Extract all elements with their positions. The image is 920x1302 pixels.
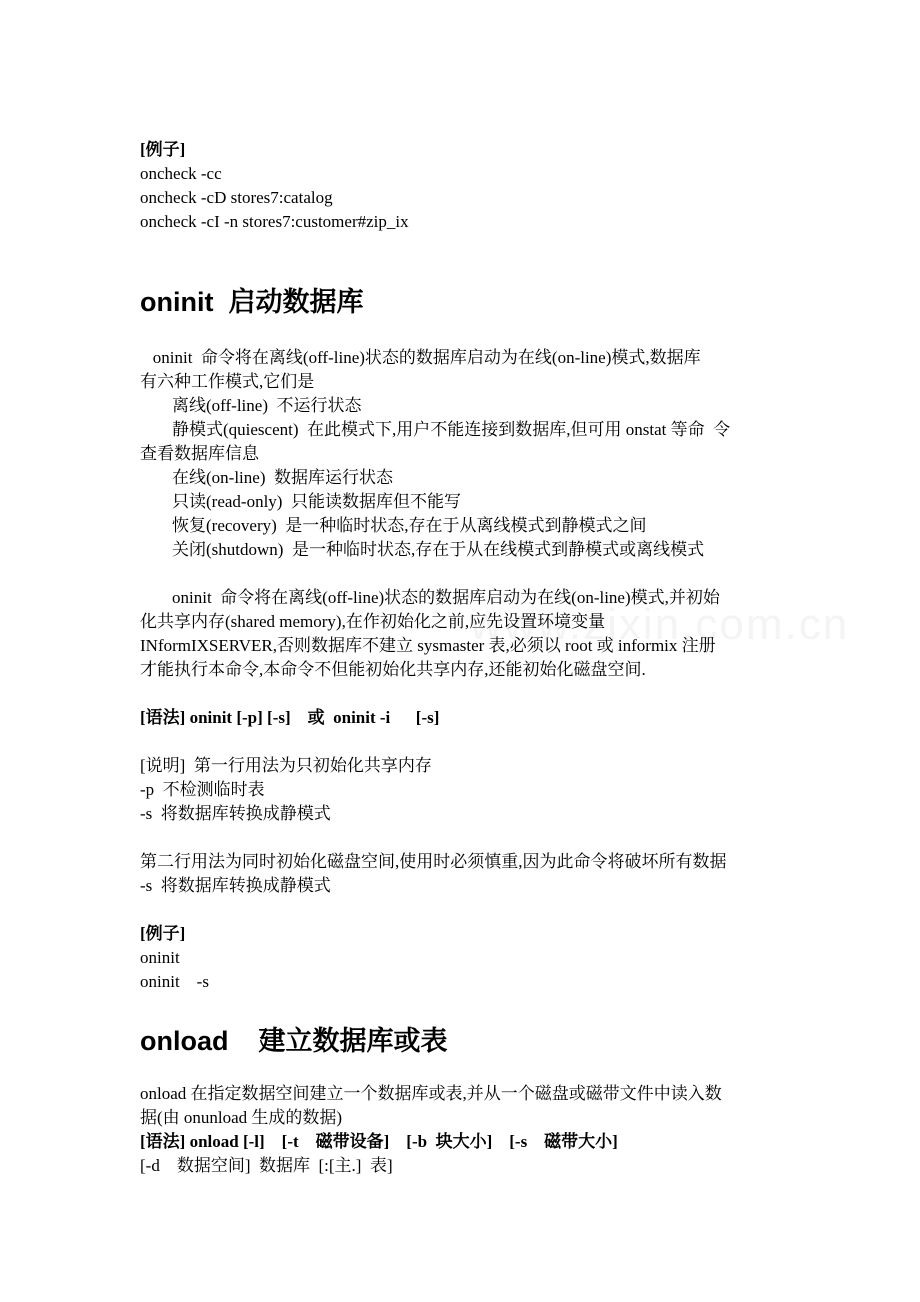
mode-readonly: 只读(read-only) 只能读数据库但不能写 — [172, 492, 461, 511]
oninit-example-heading: [例子] — [140, 924, 186, 943]
oninit-desc: 第二行用法为同时初始化磁盘空间,使用时必须慎重,因为此命令将破坏所有数据 — [140, 852, 727, 871]
oninit-desc: -s 将数据库转换成静模式 — [140, 804, 331, 823]
example-line: oncheck -cI -n stores7:customer#zip_ix — [140, 212, 409, 231]
example-heading: [例子] — [140, 140, 186, 159]
oninit-example: oninit -s — [140, 972, 209, 991]
onload-intro-line: 据(由 onunload 生成的数据) — [140, 1108, 343, 1127]
onload-syntax-cont: [-d 数据空间] 数据库 [:[主.] 表] — [140, 1156, 393, 1175]
example-line: oncheck -cc — [140, 164, 222, 183]
onload-intro-line: onload 在指定数据空间建立一个数据库或表,并从一个磁盘或磁带文件中读入数 — [140, 1084, 722, 1103]
mode-quiescent: 静模式(quiescent) 在此模式下,用户不能连接到数据库,但可用 onstat 等命 令 — [172, 420, 731, 439]
oninit-syntax: [语法] oninit [-p] [-s] 或 oninit -i [-s] — [140, 708, 440, 727]
mode-online: 在线(on-line) 数据库运行状态 — [172, 468, 393, 487]
section-title-onload: onload 建立数据库或表 — [140, 1026, 448, 1056]
mode-recovery: 恢复(recovery) 是一种临时状态,存在于从离线模式到静模式之间 — [172, 516, 647, 535]
mode-quiescent-cont: 查看数据库信息 — [140, 444, 259, 463]
section-title-oninit: oninit 启动数据库 — [140, 287, 364, 317]
example-line: oncheck -cD stores7:catalog — [140, 188, 333, 207]
oninit-desc: -s 将数据库转换成静模式 — [140, 876, 331, 895]
oninit-example: oninit — [140, 948, 180, 967]
oninit-desc: [说明] 第一行用法为只初始化共享内存 — [140, 756, 432, 775]
oninit-para2-line: oninit 命令将在离线(off-line)状态的数据库启动为在线(on-line)模式,并初始 — [172, 588, 720, 607]
oninit-intro-line: 有六种工作模式,它们是 — [140, 372, 315, 391]
oninit-para2-line: 才能执行本命令,本命令不但能初始化共享内存,还能初始化磁盘空间. — [140, 660, 646, 679]
oninit-desc: -p 不检测临时表 — [140, 780, 265, 799]
mode-shutdown: 关闭(shutdown) 是一种临时状态,存在于从在线模式到静模式或离线模式 — [172, 540, 705, 559]
mode-offline: 离线(off-line) 不运行状态 — [172, 396, 362, 415]
watermark: www.zixin.com.cn — [470, 600, 850, 649]
oninit-para2-line: INformIXSERVER,否则数据库不建立 sysmaster 表,必须以 root 或 informix 注册 — [140, 636, 716, 655]
oninit-para2-line: 化共享内存(shared memory),在作初始化之前,应先设置环境变量 — [140, 612, 606, 631]
oninit-intro-line: oninit 命令将在离线(off-line)状态的数据库启动为在线(on-line)模式,数据库 — [140, 348, 701, 367]
onload-syntax: [语法] onload [-l] [-t 磁带设备] [-b 块大小] [-s 磁带大小] — [140, 1132, 618, 1151]
